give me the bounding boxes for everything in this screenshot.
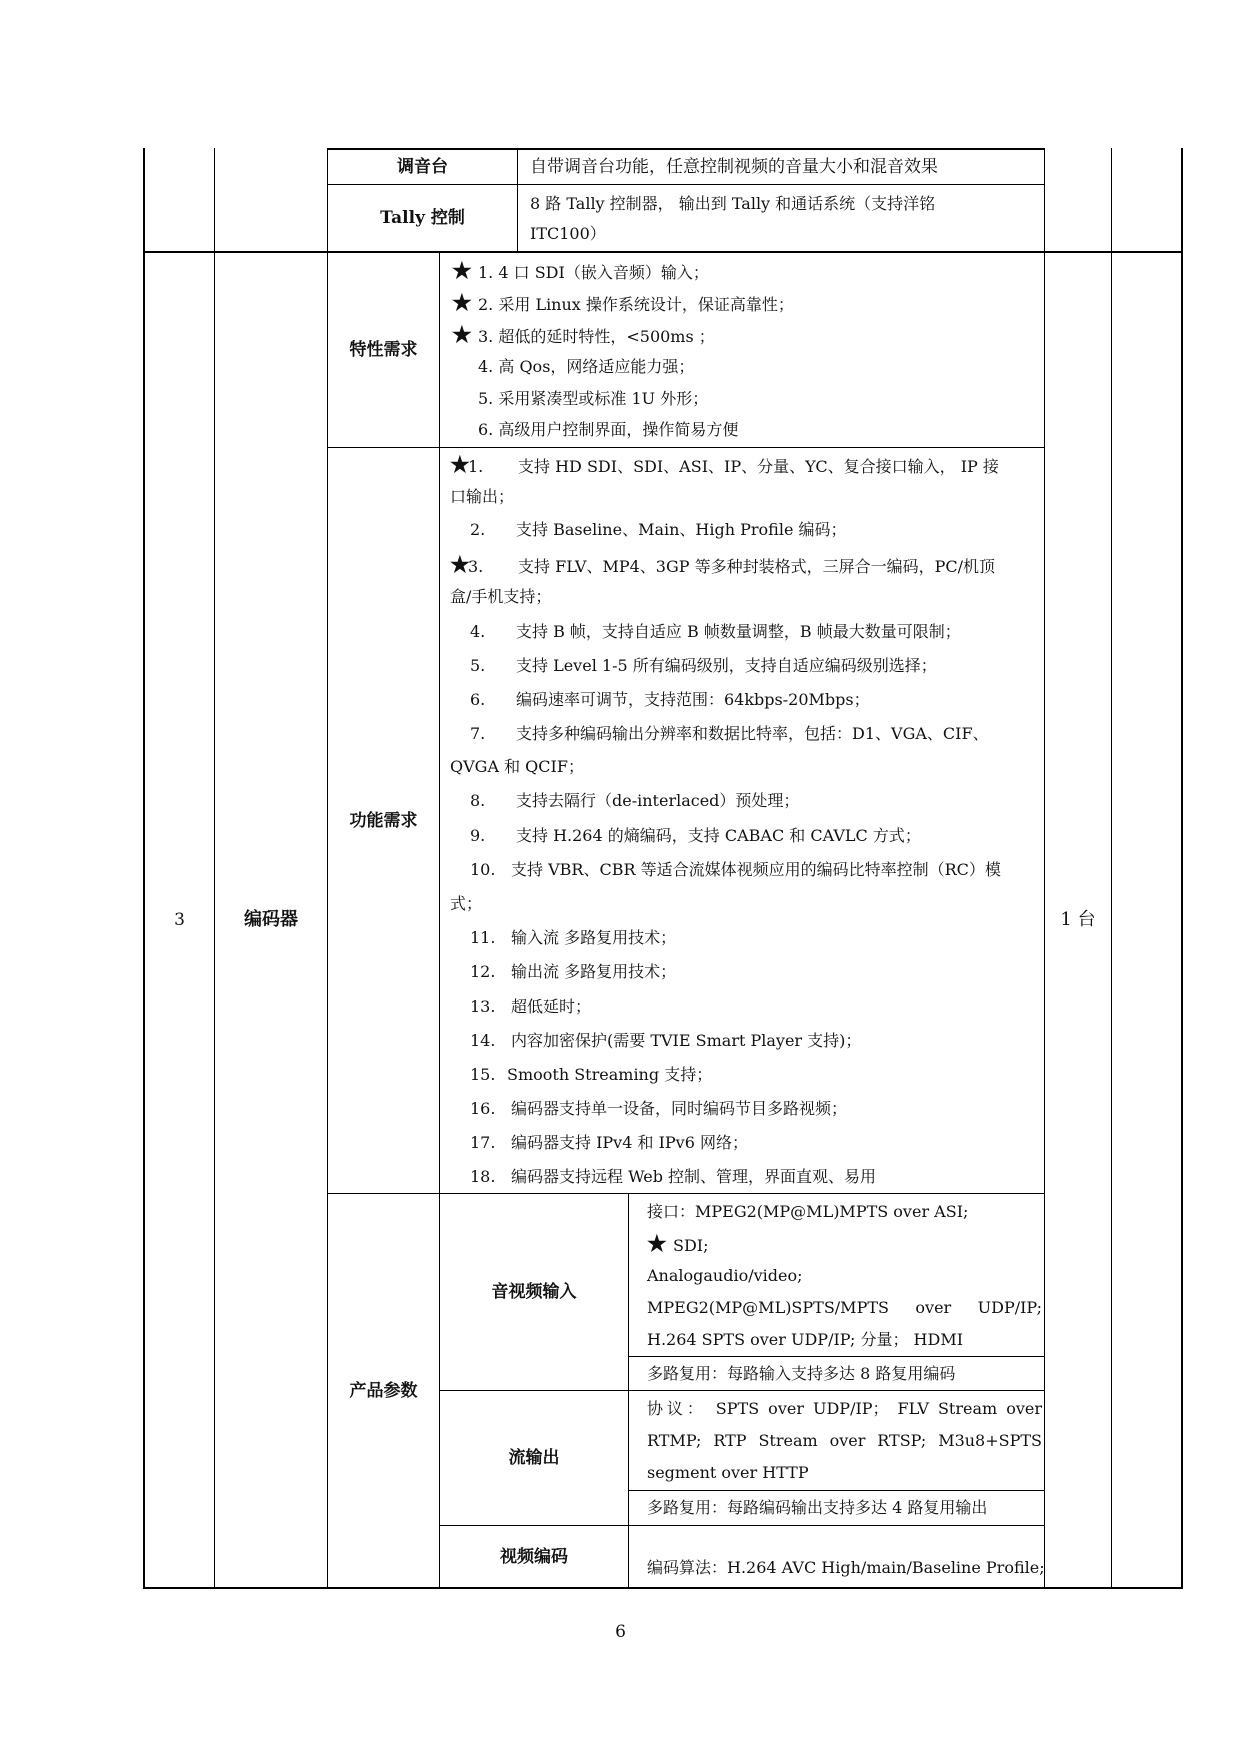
stream-out-line: 协议： SPTS over UDP/IP； FLV Stream over [647, 1399, 1042, 1418]
function-item: ★3. 支持 FLV、MP4、3GP 等多种封装格式，三屏合一编码，PC/机顶 [450, 549, 995, 581]
video-enc-line: 编码算法：H.264 AVC High/main/Baseline Profile; [647, 1558, 1045, 1577]
function-item: 16. 编码器支持单一设备，同时编码节目多路视频； [470, 1099, 848, 1118]
av-input-line: 接口：MPEG2(MP@ML)MPTS over ASI; [647, 1202, 969, 1221]
function-item: 7. 支持多种编码输出分辨率和数据比特率，包括：D1、VGA、CIF、 [470, 724, 989, 743]
av-input-label: 音视频输入 [491, 1282, 577, 1302]
av-input-line: Analogaudio/video; [647, 1266, 803, 1285]
params-label: 产品参数 [349, 1380, 418, 1401]
table-border-right [1181, 148, 1183, 1588]
function-item: 4. 支持 B 帧，支持自适应 B 帧数量调整，B 帧最大数量可限制； [470, 622, 961, 641]
stream-out-label: 流输出 [508, 1448, 560, 1468]
star-icon: ★ [450, 552, 470, 578]
star-icon: ★ [450, 452, 470, 478]
feature-item: 5. 采用紧凑型或标准 1U 外形； [478, 389, 709, 408]
function-item: 12. 输出流 多路复用技术； [470, 962, 677, 981]
star-icon: ★ [452, 258, 472, 284]
feature-item: ★ 3. 超低的延时特性，<500ms ； [452, 322, 715, 348]
av-input-line: MPEG2(MP@ML)SPTS/MPTS over UDP/IP; [647, 1298, 1042, 1317]
star-icon: ★ [452, 322, 472, 348]
row-index: 3 [174, 910, 185, 930]
table-col-divider [517, 148, 518, 252]
stream-out-line: segment over HTTP [647, 1463, 809, 1482]
functions-label: 功能需求 [349, 810, 418, 831]
function-item: 6. 编码速率可调节，支持范围：64kbps-20Mbps； [470, 690, 870, 709]
mixer-label: 调音台 [397, 156, 448, 177]
av-input-line: H.264 SPTS over UDP/IP; 分量； HDMI [647, 1330, 964, 1349]
table-border-bottom [143, 1587, 1183, 1589]
function-item: 14. 内容加密保护(需要 TVIE Smart Player 支持)； [470, 1031, 862, 1050]
feature-item: ★ 2. 采用 Linux 操作系统设计，保证高靠性； [452, 290, 794, 316]
av-input-mux: 多路复用：每路输入支持多达 8 路复用编码 [647, 1364, 956, 1383]
feature-item: ★ 1. 4 口 SDI（嵌入音频）输入； [452, 258, 709, 284]
function-item-cont: 式； [450, 894, 483, 913]
star-icon: ★ [452, 290, 472, 316]
video-enc-label: 视频编码 [500, 1546, 568, 1567]
feature-item: 4. 高 Qos，网络适应能力强； [478, 357, 695, 376]
stream-out-mux: 多路复用：每路编码输出支持多达 4 路复用输出 [647, 1498, 988, 1517]
function-item: 11. 输入流 多路复用技术； [470, 928, 677, 947]
stream-out-line: RTMP; RTP Stream over RTSP; M3u8+SPTS [647, 1431, 1042, 1450]
function-item: 9. 支持 H.264 的熵编码，支持 CABAC 和 CAVLC 方式； [470, 826, 921, 845]
tally-label: Tally 控制 [380, 208, 465, 228]
function-item: 10. 支持 VBR、CBR 等适合流媒体视频应用的编码比特率控制（RC）模 [470, 860, 1001, 879]
row-quantity: 1 台 [1060, 909, 1096, 930]
mixer-desc: 自带调音台功能，任意控制视频的音量大小和混音效果 [530, 157, 938, 177]
star-icon: ★ [647, 1231, 667, 1257]
tally-desc-line1: 8 路 Tally 控制器， 输出到 Tally 和通话系统（支持洋铭 [530, 194, 936, 213]
function-item: 18. 编码器支持远程 Web 控制、管理，界面直观、易用 [470, 1167, 877, 1186]
table-rule [628, 1356, 1045, 1357]
function-item: 8. 支持去隔行（de-interlaced）预处理； [470, 791, 800, 810]
function-item: 13. 超低延时； [470, 997, 592, 1016]
row-product-name: 编码器 [244, 909, 298, 930]
av-input-line: ★ SDI; [647, 1228, 709, 1262]
function-item-cont: 盒/手机支持； [450, 587, 552, 606]
table-col-divider [1111, 148, 1112, 1588]
function-item: 5. 支持 Level 1-5 所有编码级别，支持自适应编码级别选择； [470, 656, 937, 675]
tally-desc-line2: ITC100） [530, 224, 606, 243]
function-item-cont: QVGA 和 QCIF； [450, 757, 584, 776]
function-item: 17. 编码器支持 IPv4 和 IPv6 网络； [470, 1133, 748, 1152]
function-item: 15. Smooth Streaming 支持； [470, 1065, 713, 1084]
function-item-cont: 口输出； [450, 487, 515, 506]
feature-item: 6. 高级用户控制界面，操作简易方便 [478, 420, 739, 439]
function-item: 2. 支持 Baseline、Main、High Profile 编码； [470, 520, 847, 539]
function-item: ★1. 支持 HD SDI、SDI、ASI、IP、分量、YC、复合接口输入， IP 接 [450, 449, 999, 481]
features-label: 特性需求 [349, 340, 418, 360]
page-number: 6 [615, 1622, 626, 1642]
table-rule [628, 1490, 1045, 1491]
